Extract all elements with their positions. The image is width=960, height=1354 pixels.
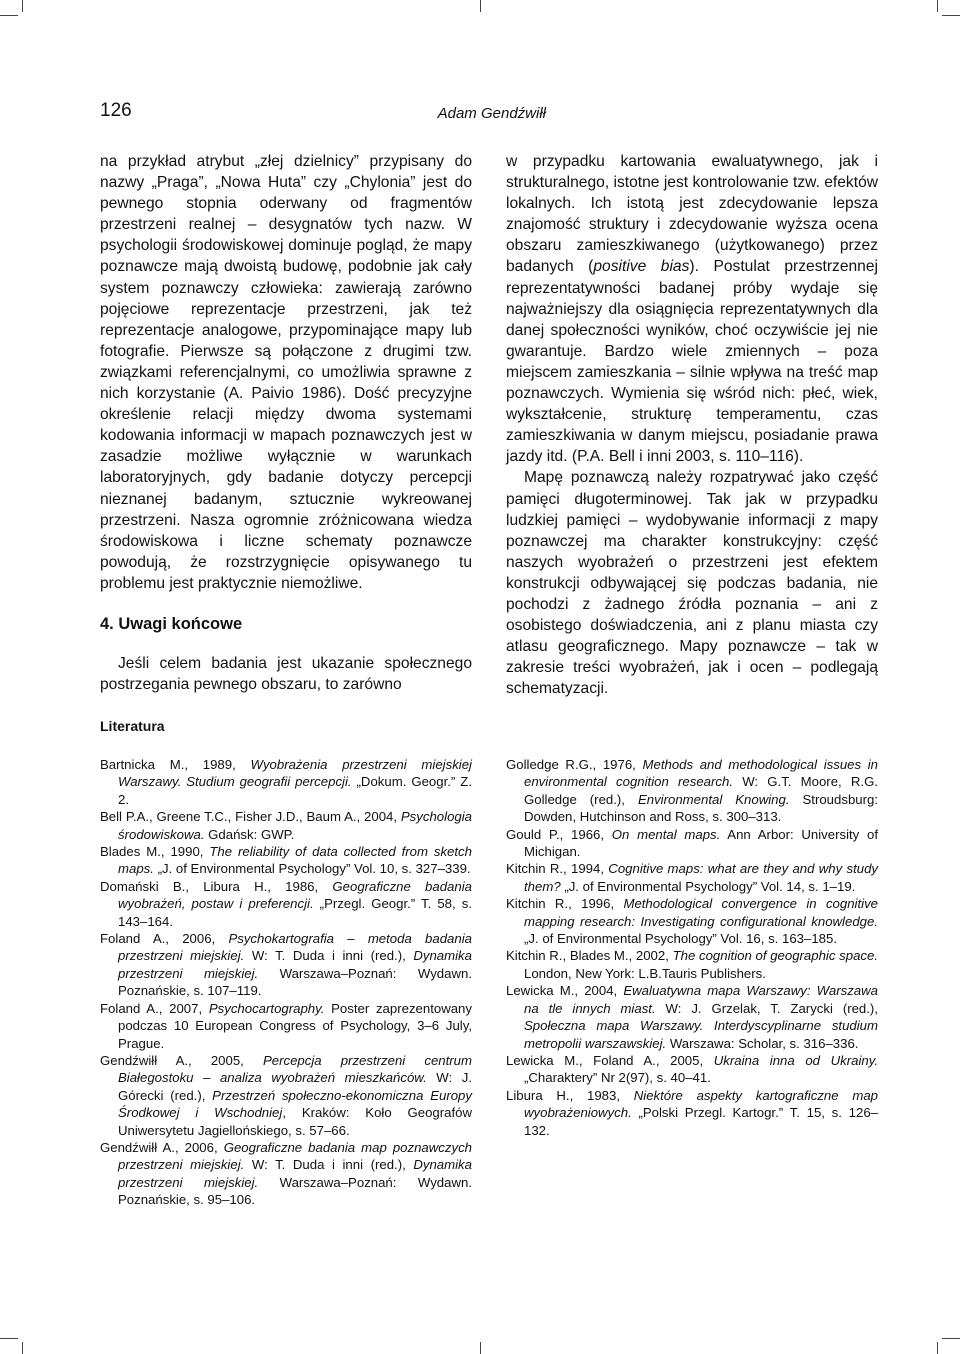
reference-item: Gould P., 1966, On mental maps. Ann Arbor: University of Michigan. bbox=[506, 826, 878, 860]
references-right bbox=[506, 756, 878, 1139]
running-author: Adam Gendźwiłł bbox=[437, 105, 546, 122]
reference-item: Bartnicka M., 1989, Wyobrażenia przestrzeni miejskiej Warszawy. Studium geografii percepcji. „Dokum. Geogr.” Z. 2. bbox=[100, 757, 472, 807]
reference-item: Libura H., 1983, Niektóre aspekty kartograficzne map wyobrażeniowych. „Polski Przegl. Kartogr.” T. 15, s. 126–132. bbox=[506, 1087, 878, 1138]
running-header bbox=[100, 100, 546, 130]
reference-item: Golledge R.G., 1976, Methods and methodological issues in environmental cognition research. W: G.T. Moore, R.G. Golledge (red.), Environmental Knowing. Stroudsburg: Dowden, Hutchinson and Ross, s. 300–313. bbox=[506, 757, 878, 825]
reference-item: Kitchin R., Blades M., 2002, The cognition of geographic space. London, New York: L.B.Tauris Publishers. bbox=[506, 948, 878, 981]
crop-mark bbox=[480, 0, 481, 12]
reference-item: Lewicka M., Foland A., 2005, Ukraina inna od Ukrainy. „Charaktery” Nr 2(97), s. 40–41. bbox=[506, 1052, 878, 1086]
reference-item: Domański B., Libura H., 1986, Geograficzne badania wyobrażeń, postaw i preferencji. „Przegl. Geogr.” T. 58, s. 143–164. bbox=[100, 878, 472, 929]
reference-item: Bell P.A., Greene T.C., Fisher J.D., Baum A., 2004, Psychologia środowiskowa. Gdańsk: GWP. bbox=[100, 809, 472, 842]
reference-item: Gendźwiłł A., 2006, Geograficzne badania map poznawczych przestrzeni miejskiej. W: T. Duda i inni (red.), Dynamika przestrzeni miejskiej. Warszawa–Poznań: Wydawn. Poznańskie, s. 95–106. bbox=[100, 1139, 473, 1208]
body-column-right bbox=[506, 151, 878, 699]
paragraph: w przypadku kartowania ewaluatywnego, jak i strukturalnego, istotne jest kontrolowanie tzw. efektów lokalnych. Ich istotą jest zdecydowanie lepsza znajomość struktury i zdecydowanie wyższa ocena obszaru zamieszkiwanego (użytkowanego) przez badanych (positive bias). Postulat przestrzennej reprezentatywności badanej próby wydaje się najważniejszy dla osiągnięcia reprezentatywnych dla danej społeczności wyników, choć oczywiście jej nie gwarantuje. Bardzo wiele zmiennych – poza miejscem zamieszkania – silnie wpływa na treść map poznawczych. Wymienia się wśród nich: płeć, wiek, wykształcenie, strukturę temperamentu, czas zamieszkiwania w danym miejscu, posiadanie prawa jazdy itd. (P.A. Bell i inni 2003, s. 110–116). bbox=[506, 153, 878, 466]
crop-mark bbox=[0, 15, 18, 16]
crop-mark bbox=[0, 1338, 18, 1339]
crop-mark bbox=[480, 1342, 481, 1354]
paragraph: na przykład atrybut „złej dzielnicy” przypisany do nazwy „Praga”, „Nowa Huta” czy „Chylonia” jest do pewnego stopnia oderwany od fragmentów przestrzeni realnej – desygnatów tych nazw. W psychologii środowiskowej dominuje pogląd, że mapy poznawcze mają dwoistą budowę, podobnie jak cały system poznawczy człowieka: zawierają zarówno pojęciowe reprezentacje przestrzeni, jak też reprezentacje analogowe, przypominające mapy lub fotografie. Pierwsze są połączone z drugimi tzw. związkami referencjalnymi, co umożliwia sprawne z nich korzystanie (A. Paivio 1986). Dość precyzyjne określenie relacji między dwoma systemami kodowania informacji w mapach poznawczych jest w zasadzie możliwe wyłącznie w warunkach laboratoryjnych, gdy badanie dotyczy percepcji nieznanej badanym, sztucznie wykreowanej przestrzeni. Nasza ogromnie zróżnicowana wiedza środowiskowa i liczne schematy poznawcze powodują, że rozstrzygnięcie opisywanego tu problemu jest praktycznie niemożliwe. bbox=[100, 153, 472, 592]
paragraph: Mapę poznawczą należy rozpatrywać jako część pamięci długoterminowej. Tak jak w przypadku ludzkiej pamięci – wydobywanie informacji z mapy poznawczej ma charakter konstrukcyjny: część naszych wyobrażeń o przestrzeni jest efektem konstrukcji odbywającej się podczas badania, nie pochodzi z żadnego źródła poznania – ani z osobistego doświadczenia, ani z planu miasta czy atlasu geograficznego. Mapy poznawcze – tak w zakresie treści wyobrażeń, jak i ocen – podlegają schematyzacji. bbox=[506, 469, 878, 698]
crop-mark bbox=[937, 1342, 938, 1354]
literature-heading: Literatura bbox=[100, 718, 165, 734]
section-heading: 4. Uwagi końcowe bbox=[100, 614, 243, 633]
page-number: 126 bbox=[100, 100, 132, 121]
paragraph: Jeśli celem badania jest ukazanie społecznego postrzegania pewnego obszaru, to zarówno bbox=[100, 655, 472, 694]
reference-item: Kitchin R., 1996, Methodological convergence in cognitive mapping research: Investigating configurational knowledge. „J. of Environmental Psychology” Vol. 16, s. 163–185. bbox=[506, 896, 878, 947]
crop-mark bbox=[22, 1342, 23, 1354]
reference-item: Blades M., 1990, The reliability of data collected from sketch maps. „J. of Environmental Psychology” Vol. 10, s. 327–339. bbox=[100, 844, 472, 877]
reference-item: Kitchin R., 1994, Cognitive maps: what are they and why study them? „J. of Environmental Psychology” Vol. 14, s. 1–19. bbox=[506, 861, 878, 894]
reference-item: Lewicka M., 2004, Ewaluatywna mapa Warszawy: Warszawa na tle innych miast. W: J. Grzelak, T. Zarycki (red.), Społeczna mapa Warszawy. Interdyscyplinarne studium metropolii warszawskiej. Warszawa: Scholar, s. 316–336. bbox=[506, 983, 878, 1051]
crop-mark bbox=[942, 1338, 960, 1339]
reference-item: Gendźwiłł A., 2005, Percepcja przestrzeni centrum Białegostoku – analiza wyobrażeń mieszkańców. W: J. Górecki (red.), Przestrzeń społeczno-ekonomiczna Europy Środkowej i Wschodniej, Kraków: Koło Geografów Uniwersytetu Jagiellońskiego, s. 57–66. bbox=[100, 1052, 473, 1138]
body-column-left bbox=[100, 151, 472, 695]
reference-item: Foland A., 2007, Psychocartography. Poster zaprezentowany podczas 10 European Congress of Psychology, 3–6 July, Prague. bbox=[100, 1000, 472, 1051]
crop-mark bbox=[942, 15, 960, 16]
crop-mark bbox=[937, 0, 938, 12]
reference-item: Foland A., 2006, Psychokartografia – metoda badania przestrzeni miejskiej. W: T. Duda i inni (red.), Dynamika przestrzeni miejskiej. Warszawa–Poznań: Wydawn. Poznańskie, s. 107–119. bbox=[100, 931, 473, 999]
references-left bbox=[100, 756, 472, 1209]
crop-mark bbox=[22, 0, 23, 12]
